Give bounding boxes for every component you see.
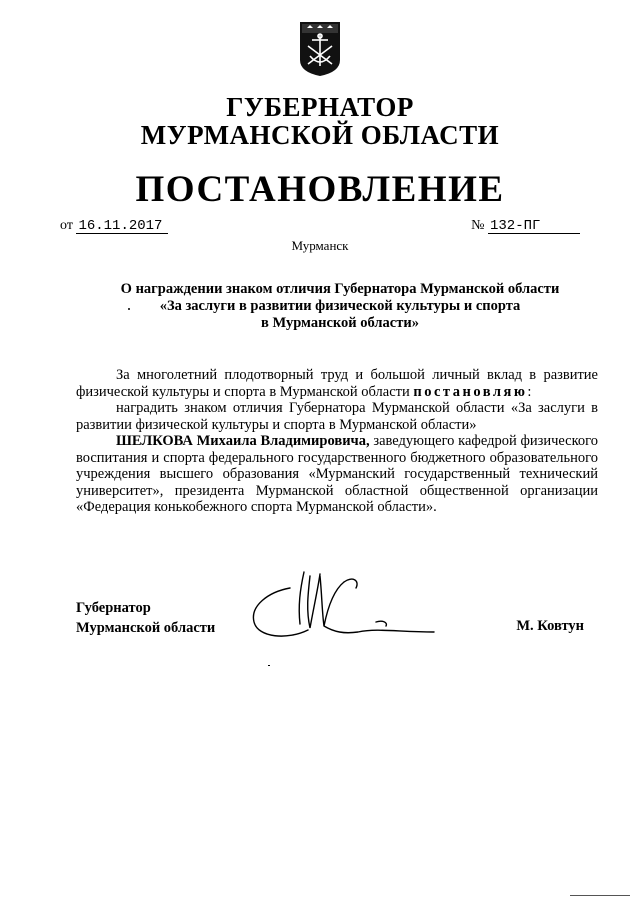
signatory-title-line-2: Мурманской области (76, 620, 216, 636)
signatory-title-line-1: Губернатор (76, 600, 151, 616)
award-paragraph: наградить знаком отличия Губернатора Мурманской области «За заслуги в развитии физической культуры и спорта в Мурманской области» (76, 400, 598, 433)
number-prefix: № (471, 218, 485, 233)
scan-edge-line (570, 895, 630, 896)
authority-line-2: МУРМАНСКОЙ ОБЛАСТИ (140, 120, 500, 150)
decree-word: постановляю (413, 383, 528, 400)
preamble-text: За многолетний плодотворный труд и большой личный вклад в развитие физической культуры и спорта в Мурманской области (76, 367, 598, 400)
document-body (76, 367, 598, 516)
awardee-paragraph (76, 433, 598, 516)
scan-speck (268, 665, 270, 666)
authority-line-1: ГУБЕРНАТОР (226, 92, 414, 122)
heading-line-2: «За заслуги в развитии физической культуры и спорта (159, 298, 521, 314)
awardee-name: ШЕЛКОВА Михаила Владимировича, (116, 433, 370, 449)
document-number (471, 218, 580, 234)
decree-colon: : (527, 383, 532, 400)
heading-line-3: в Мурманской области» (261, 315, 419, 331)
preamble-paragraph (76, 367, 598, 400)
signatory-title (76, 598, 215, 638)
issuing-authority (0, 93, 640, 149)
murmansk-coat-of-arms-icon (298, 20, 342, 78)
scan-speck (128, 308, 130, 310)
signer-name: М. Ковтун (516, 618, 584, 634)
awardee-description: заведующего кафедрой физического воспитания и спорта федерального государственного бюджетного образовательного учреждения высшего образования «Мурманский государственный технический университет», президента Мурманской областной общественной организации «Федерация конькобежного спорта Мурманской области». (76, 433, 599, 515)
date-prefix: от (60, 218, 73, 233)
heading-line-1: О награждении знаком отличия Губернатора Мурманской области (120, 281, 560, 297)
document-date (60, 218, 168, 234)
document-heading (90, 281, 590, 332)
handwritten-signature (248, 566, 438, 644)
document-type-title: ПОСТАНОВЛЕНИЕ (135, 169, 505, 210)
city: Мурманск (291, 238, 349, 253)
number-value: 132-ПГ (488, 219, 580, 234)
document-meta (60, 218, 580, 238)
date-value: 16.11.2017 (76, 219, 168, 234)
